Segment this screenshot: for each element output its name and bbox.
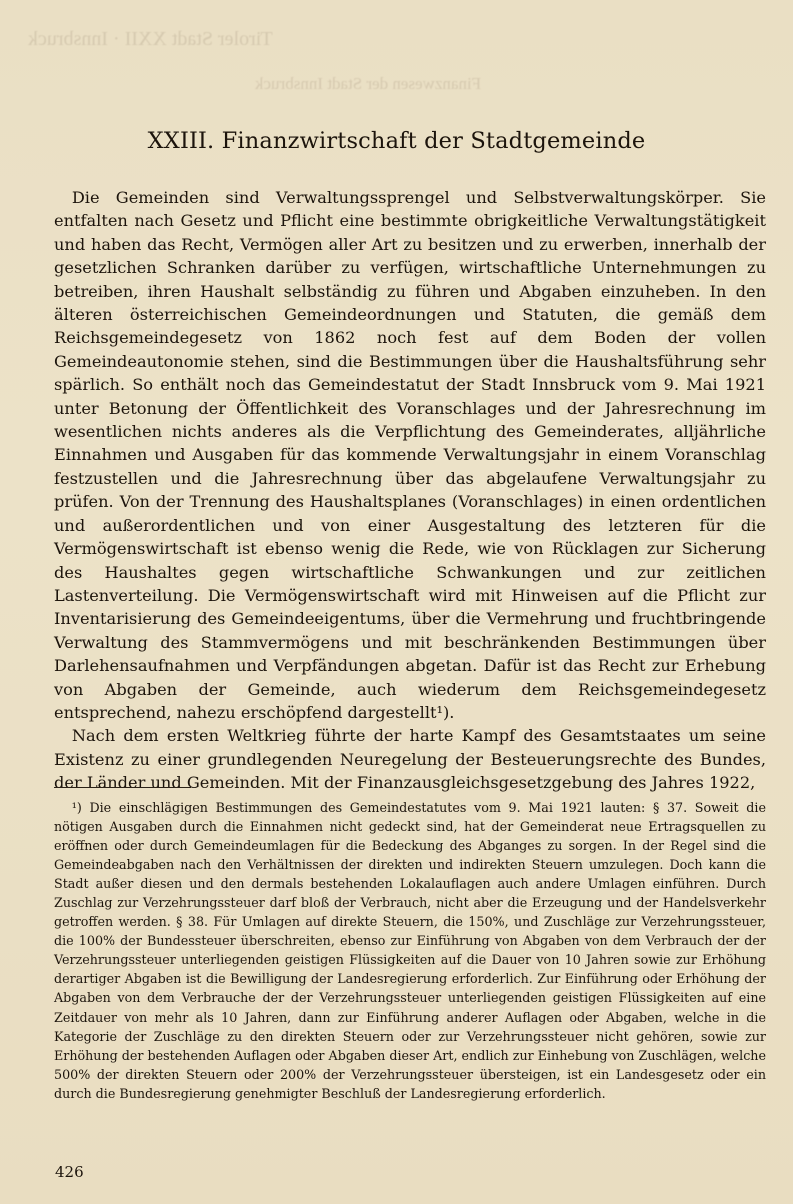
footnote — [54, 798, 766, 1103]
show-through-text: Tiroler Stadt XXII · Innsbruck — [28, 28, 273, 50]
show-through-text: Finanzwesen der Stadt Innsbruck — [255, 74, 482, 93]
body-text — [54, 186, 766, 795]
footnote-divider — [54, 787, 191, 788]
paragraph: Die Gemeinden sind Verwaltungssprengel und Selbstverwaltungskörper. Sie entfalten nach Gesetz und Pflicht eine bestimmte obrigkeitliche Verwaltungstätigkeit und haben das Recht, Vermögen aller Art zu besitzen und zu erwerben, innerhalb der gesetzlichen Schranken darüber zu verfügen, wirtschaftliche Unternehmungen zu betreiben, ihren Haushalt selbständig zu führen und Abgaben einzuheben. In den älteren österreichischen Gemeindeordnungen und Statuten, die gemäß dem Reichsgemeindegesetz von 1862 noch fest auf dem Boden der vollen Gemeindeautonomie stehen, sind die Bestimmungen über die Haushaltsführung sehr spärlich. So enthält noch das Gemeindestatut der Stadt Innsbruck vom 9. Mai 1921 unter Betonung der Öffentlichkeit des Voranschlages und der Jahresrechnung im wesentlichen nichts anderes als die Verpflichtung des Gemeinderates, alljährliche Einnahmen und Ausgaben für das kommende Verwaltungsjahr in einem Voranschlag festzustellen und die Jahresrechnung über das abgelaufene Verwaltungsjahr zu prüfen. Von der Trennung des Haushaltsplanes (Voranschlages) in einen ordentlichen und außerordentlichen und von einer Ausgestaltung des letzteren für die Vermögenswirtschaft ist ebenso wenig die Rede, wie von Rücklagen zur Sicherung des Haushaltes gegen wirtschaftliche Schwankungen und zur zeitlichen Lastenverteilung. Die Vermögenswirtschaft wird mit Hinweisen auf die Pflicht zur Inventarisierung des Gemeindeeigentums, über die Vermehrung und fruchtbringende Verwaltung des Stammvermögens und mit beschränkenden Bestimmungen über Darlehensaufnahmen und Verpfändungen abgetan. Dafür ist das Recht zur Erhebung von Abgaben der Gemeinde, auch wiederum dem Reichsgemeindegesetz entsprechend, nahezu erschöpfend dargestellt¹). — [54, 188, 766, 722]
paragraph: Nach dem ersten Weltkrieg führte der harte Kampf des Gesamtstaates um seine Existenz zu einer grundlegenden Neuregelung der Besteuerungsrechte des Bundes, der Länder und Gemeinden. Mit der Finanzausgleichsgesetzgebung des Jahres 1922, — [54, 726, 766, 793]
footnote-text: ¹) Die einschlägigen Bestimmungen des Gemeindestatutes vom 9. Mai 1921 lauten: § 37. Soweit die nötigen Ausgaben durch die Einnahmen nicht gedeckt sind, hat der Gemeinderat neue Ertragsquellen zu eröffnen oder durch Gemeindeumlagen für die Bedeckung des Abganges zu sorgen. In der Regel sind die Gemeindeabgaben nach den Verhältnissen der direkten und indirekten Steuern umzulegen. Doch kann die Stadt außer diesen und den dermals bestehenden Lokalauflagen auch andere Umlagen einführen. Durch Zuschlag zur Verzehrungssteuer darf bloß der Verbrauch, nicht aber die Erzeugung und der Handelsverkehr getroffen werden. § 38. Für Umlagen auf direkte Steuern, die 150%, und Zuschläge zur Verzehrungssteuer, die 100% der Bundessteuer überschreiten, ebenso zur Einführung von Abgaben von dem Verbrauch der der Verzehrungssteuer unterliegenden geistigen Flüssigkeiten auf die Dauer von 10 Jahren sowie zur Erhöhung derartiger Abgaben ist die Bewilligung der Landesregierung erforderlich. Zur Einführung oder Erhöhung der Abgaben von dem Verbrauche der der Verzehrungssteuer unterliegenden geistigen Flüssigkeiten auf eine Zeitdauer von mehr als 10 Jahren, dann zur Einführung anderer Auflagen oder Abgaben, welche in die Kategorie der Zuschläge zu den direkten Steuern oder zur Verzehrungssteuer nicht gehören, sowie zur Erhöhung der bestehenden Auflagen oder Abgaben dieser Art, endlich zur Einhebung von Zuschlägen, welche 500% der direkten Steuern oder 200% der Verzehrungssteuer übersteigen, ist ein Landesgesetz oder ein durch die Bundesregierung genehmigter Beschluß der Landesregierung erforderlich. — [54, 800, 766, 1101]
page-number: 426 — [55, 1163, 84, 1181]
chapter-title: XXIII. Finanzwirtschaft der Stadtgemeinde — [147, 128, 646, 154]
